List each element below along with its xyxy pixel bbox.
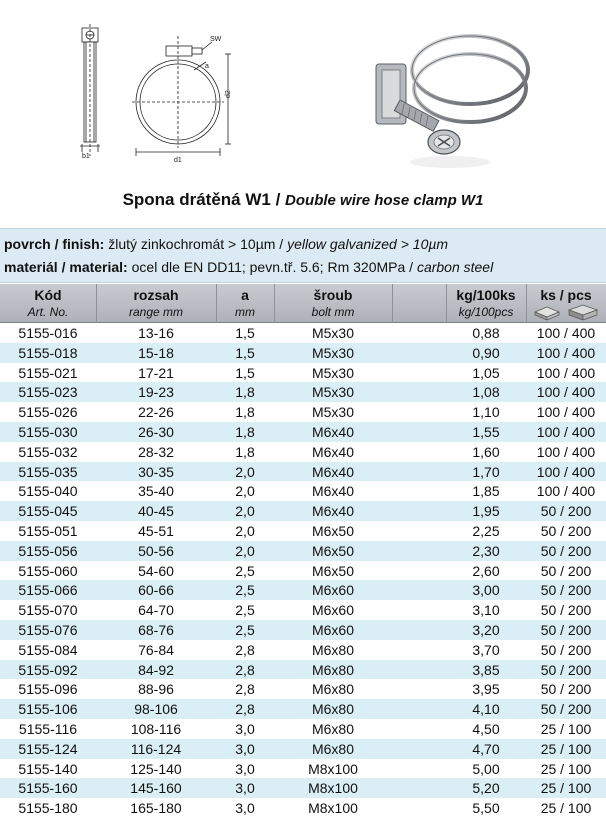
cell-bolt: M6x40	[311, 463, 355, 480]
cell-range: 50-56	[138, 542, 174, 559]
cell-bolt: M6x40	[311, 503, 355, 520]
table-row	[0, 778, 606, 798]
label-sw: SW	[210, 36, 222, 43]
table-row	[0, 640, 606, 660]
front-view-drawing	[128, 32, 238, 164]
table-row	[0, 382, 606, 402]
header-art-no: Art. No.	[27, 305, 69, 319]
cell-bolt: M6x50	[311, 562, 355, 579]
title-english: Double wire hose clamp W1	[285, 192, 484, 209]
table-row	[0, 402, 606, 422]
cell-a: 2,8	[235, 701, 255, 718]
table-row	[0, 620, 606, 640]
cell-art-no: 5155-140	[18, 760, 78, 777]
cell-weight: 2,60	[472, 562, 500, 579]
cell-bolt: M6x60	[311, 582, 355, 599]
cell-weight: 1,08	[472, 384, 500, 401]
cell-weight: 3,95	[472, 681, 500, 698]
header-a-unit: mm	[235, 305, 255, 319]
package-box-icon	[533, 304, 599, 321]
cell-range: 76-84	[138, 641, 174, 658]
table-row	[0, 521, 606, 541]
header-divider	[216, 284, 217, 323]
cell-art-no: 5155-018	[18, 344, 78, 361]
cell-range: 26-30	[138, 423, 174, 440]
cell-weight: 3,00	[472, 582, 500, 599]
finish-value-en: yellow galvanized > 10µm	[287, 236, 449, 252]
cell-pcs: 100 / 400	[536, 463, 596, 480]
cell-weight: 2,25	[472, 522, 500, 539]
cell-art-no: 5155-116	[18, 720, 78, 737]
cell-pcs: 100 / 400	[536, 325, 596, 341]
cell-range: 60-66	[138, 582, 174, 599]
cell-art-no: 5155-032	[18, 443, 78, 460]
header-range: range mm	[128, 305, 184, 319]
cell-range: 19-23	[138, 384, 174, 401]
cell-range: 17-21	[138, 364, 174, 381]
cell-weight: 2,30	[472, 542, 500, 559]
cell-range: 54-60	[138, 562, 174, 579]
page-title	[0, 190, 606, 210]
cell-art-no: 5155-060	[18, 562, 78, 579]
cell-pcs: 100 / 400	[536, 364, 596, 381]
cell-bolt: M6x50	[311, 542, 355, 559]
table-row	[0, 561, 606, 581]
cell-a: 1,8	[235, 384, 255, 401]
cell-pcs: 50 / 200	[540, 621, 592, 638]
cell-a: 1,5	[235, 364, 255, 381]
cell-range: 108-116	[130, 720, 182, 737]
cell-weight: 1,55	[472, 423, 500, 440]
cell-pcs: 50 / 200	[540, 522, 592, 539]
cell-art-no: 5155-076	[18, 621, 78, 638]
header-a: a	[241, 287, 249, 303]
cell-art-no: 5155-056	[18, 542, 78, 559]
cell-weight: 3,20	[472, 621, 500, 638]
cell-pcs: 100 / 400	[536, 384, 596, 401]
material-value-cz: ocel dle EN DD11; pevn.tř. 5.6; Rm 320MPa /	[131, 259, 414, 275]
cell-range: 145-160	[130, 780, 182, 797]
cell-range: 64-70	[138, 602, 174, 619]
cell-pcs: 50 / 200	[540, 542, 592, 559]
table-row	[0, 719, 606, 739]
cell-bolt: M5x30	[311, 325, 355, 341]
cell-a: 1,8	[235, 443, 255, 460]
cell-bolt: M6x50	[311, 522, 355, 539]
cell-range: 98-106	[134, 701, 178, 718]
header-sroub: šroub	[313, 287, 353, 303]
cell-weight: 0,88	[472, 325, 500, 341]
table-row	[0, 343, 606, 363]
cell-pcs: 25 / 100	[540, 740, 592, 757]
finish-label: povrch / finish:	[4, 236, 105, 252]
cell-pcs: 50 / 200	[540, 582, 592, 599]
material-value-en: carbon steel	[416, 259, 494, 275]
cell-bolt: M5x30	[311, 364, 355, 381]
header-kod: Kód	[34, 287, 62, 303]
cell-bolt: M8x100	[308, 780, 358, 797]
cell-art-no: 5155-016	[18, 325, 78, 341]
cell-weight: 0,90	[472, 344, 500, 361]
cell-weight: 1,10	[472, 404, 500, 421]
material-line	[4, 259, 493, 275]
table-row	[0, 462, 606, 482]
table-row	[0, 442, 606, 462]
cell-weight: 1,60	[472, 443, 500, 460]
table-row	[0, 660, 606, 680]
cell-art-no: 5155-084	[18, 641, 78, 658]
header-kg-en: kg/100pcs	[458, 305, 514, 319]
cell-art-no: 5155-023	[18, 384, 78, 401]
table-row	[0, 481, 606, 501]
cell-art-no: 5155-035	[18, 463, 78, 480]
cell-a: 2,0	[235, 542, 255, 559]
cell-weight: 1,05	[472, 364, 500, 381]
table-body	[0, 323, 606, 818]
cell-pcs: 100 / 400	[536, 443, 596, 460]
cell-pcs: 100 / 400	[536, 404, 596, 421]
cell-range: 22-26	[138, 404, 174, 421]
cell-bolt: M6x80	[311, 681, 355, 698]
cell-pcs: 50 / 200	[540, 602, 592, 619]
cell-art-no: 5155-124	[18, 740, 78, 757]
table-row	[0, 699, 606, 719]
side-view-drawing	[68, 20, 113, 160]
cell-art-no: 5155-070	[18, 602, 78, 619]
cell-pcs: 50 / 200	[540, 701, 592, 718]
cell-art-no: 5155-096	[18, 681, 78, 698]
cell-range: 28-32	[138, 443, 174, 460]
product-table	[0, 284, 606, 818]
cell-a: 3,0	[235, 780, 255, 797]
table-row	[0, 501, 606, 521]
header-divider	[392, 284, 393, 323]
cell-weight: 3,10	[472, 602, 500, 619]
cell-art-no: 5155-040	[18, 483, 78, 500]
cell-bolt: M6x60	[311, 621, 355, 638]
cell-a: 1,8	[235, 423, 255, 440]
cell-bolt: M6x80	[311, 701, 355, 718]
cell-weight: 1,70	[472, 463, 500, 480]
cell-art-no: 5155-026	[18, 404, 78, 421]
cell-art-no: 5155-045	[18, 503, 78, 520]
cell-weight: 3,85	[472, 661, 500, 678]
cell-weight: 1,85	[472, 483, 500, 500]
header-bolt: bolt mm	[311, 305, 355, 319]
cell-a: 2,8	[235, 661, 255, 678]
cell-art-no: 5155-106	[18, 701, 78, 718]
cell-bolt: M6x80	[311, 661, 355, 678]
cell-a: 2,0	[235, 522, 255, 539]
title-czech: Spona drátěná W1 /	[122, 190, 281, 209]
cell-a: 1,8	[235, 404, 255, 421]
cell-pcs: 100 / 400	[536, 483, 596, 500]
cell-bolt: M6x40	[311, 423, 355, 440]
cell-range: 84-92	[138, 661, 174, 678]
cell-range: 30-35	[138, 463, 174, 480]
product-figure-area	[0, 0, 606, 195]
cell-range: 35-40	[138, 483, 174, 500]
cell-bolt: M5x30	[311, 404, 355, 421]
header-divider	[274, 284, 275, 323]
cell-pcs: 25 / 100	[540, 760, 592, 777]
cell-range: 15-18	[138, 344, 174, 361]
cell-art-no: 5155-030	[18, 423, 78, 440]
cell-range: 68-76	[138, 621, 174, 638]
cell-weight: 4,70	[472, 740, 500, 757]
cell-art-no: 5155-066	[18, 582, 78, 599]
cell-a: 1,5	[235, 344, 255, 361]
cell-bolt: M6x80	[311, 720, 355, 737]
cell-pcs: 25 / 100	[540, 720, 592, 737]
table-row	[0, 798, 606, 818]
finish-line	[4, 236, 448, 252]
cell-a: 2,5	[235, 562, 255, 579]
cell-range: 13-16	[138, 325, 174, 341]
cell-a: 2,0	[235, 483, 255, 500]
header-divider	[446, 284, 447, 323]
cell-art-no: 5155-021	[18, 364, 78, 381]
header-kg: kg/100ks	[456, 287, 516, 303]
product-photo	[352, 30, 534, 180]
cell-a: 3,0	[235, 720, 255, 737]
cell-range: 165-180	[130, 800, 182, 817]
cell-weight: 5,20	[472, 780, 500, 797]
table-row	[0, 323, 606, 343]
cell-a: 3,0	[235, 740, 255, 757]
table-row	[0, 600, 606, 620]
cell-range: 45-51	[138, 522, 174, 539]
cell-pcs: 25 / 100	[540, 780, 592, 797]
cell-pcs: 100 / 400	[536, 423, 596, 440]
cell-a: 2,8	[235, 641, 255, 658]
material-info-panel	[0, 228, 606, 283]
finish-value-cz: žlutý zinkochromát > 10µm /	[108, 236, 284, 252]
table-row	[0, 422, 606, 442]
label-b1: b1	[82, 153, 90, 160]
cell-bolt: M5x30	[311, 384, 355, 401]
cell-a: 1,5	[235, 325, 255, 341]
cell-range: 116-124	[130, 740, 182, 757]
cell-weight: 5,00	[472, 760, 500, 777]
table-row	[0, 580, 606, 600]
cell-art-no: 5155-051	[18, 522, 78, 539]
cell-weight: 4,10	[472, 701, 500, 718]
header-divider	[526, 284, 527, 323]
table-row	[0, 759, 606, 779]
cell-bolt: M5x30	[311, 344, 355, 361]
cell-pcs: 50 / 200	[540, 641, 592, 658]
cell-a: 2,5	[235, 621, 255, 638]
cell-bolt: M6x40	[311, 443, 355, 460]
cell-art-no: 5155-180	[18, 800, 78, 817]
table-row	[0, 739, 606, 759]
cell-weight: 1,95	[472, 503, 500, 520]
cell-a: 3,0	[235, 760, 255, 777]
cell-bolt: M8x100	[308, 760, 358, 777]
cell-a: 2,8	[235, 681, 255, 698]
cell-bolt: M8x100	[308, 800, 358, 817]
label-d2: d2	[225, 90, 232, 98]
header-ks: ks / pcs	[540, 287, 592, 303]
cell-a: 2,0	[235, 503, 255, 520]
cell-bolt: M6x60	[311, 602, 355, 619]
cell-a: 2,0	[235, 463, 255, 480]
header-rozsah: rozsah	[133, 287, 179, 303]
cell-weight: 3,70	[472, 641, 500, 658]
cell-pcs: 50 / 200	[540, 562, 592, 579]
label-d1: d1	[174, 157, 182, 164]
cell-a: 3,0	[235, 800, 255, 817]
cell-pcs: 50 / 200	[540, 503, 592, 520]
cell-weight: 4,50	[472, 720, 500, 737]
table-row	[0, 363, 606, 383]
cell-a: 2,5	[235, 582, 255, 599]
cell-range: 125-140	[130, 760, 182, 777]
cell-range: 88-96	[138, 681, 174, 698]
table-row	[0, 541, 606, 561]
cell-pcs: 25 / 100	[540, 800, 592, 817]
cell-a: 2,5	[235, 602, 255, 619]
cell-pcs: 50 / 200	[540, 681, 592, 698]
header-divider	[96, 284, 97, 323]
table-header	[0, 284, 606, 323]
cell-pcs: 100 / 400	[536, 344, 596, 361]
cell-range: 40-45	[138, 503, 174, 520]
cell-weight: 5,50	[472, 800, 500, 817]
label-a: a	[205, 63, 209, 70]
cell-pcs: 50 / 200	[540, 661, 592, 678]
cell-bolt: M6x40	[311, 483, 355, 500]
cell-art-no: 5155-092	[18, 661, 78, 678]
table-row	[0, 679, 606, 699]
cell-bolt: M6x80	[311, 641, 355, 658]
material-label: materiál / material:	[4, 259, 128, 275]
cell-bolt: M6x80	[311, 740, 355, 757]
cell-art-no: 5155-160	[18, 780, 78, 797]
